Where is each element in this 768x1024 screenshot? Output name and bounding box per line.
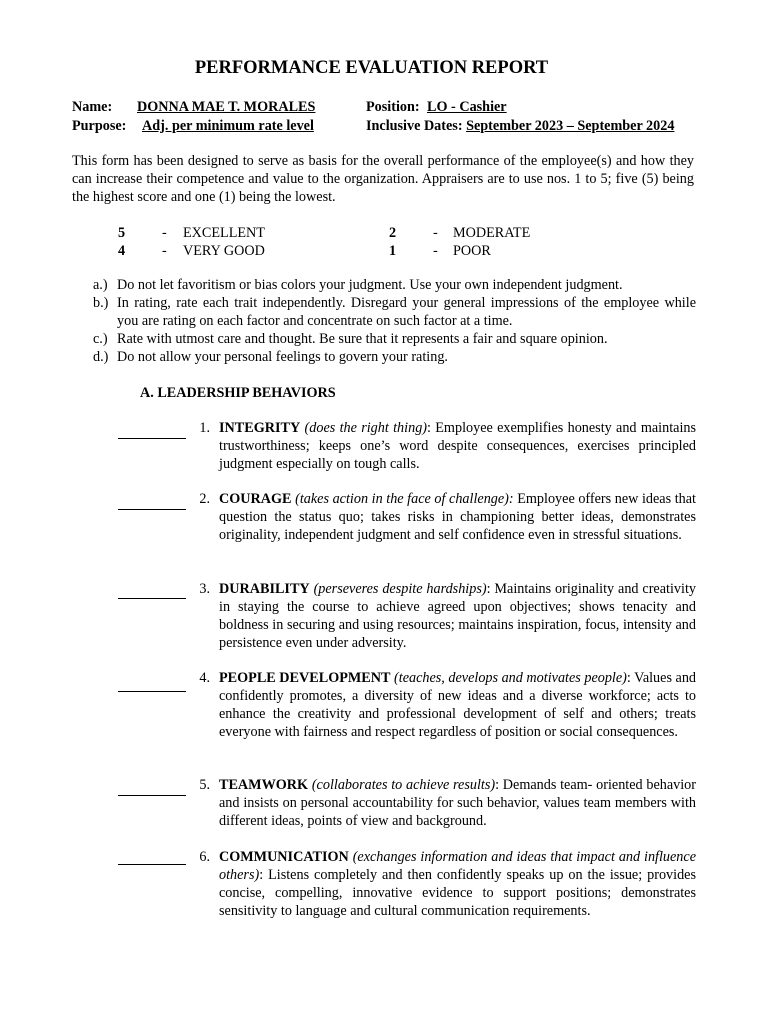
item-description: (does the right thing) [304,420,428,436]
scale-score: 4 [118,243,126,259]
item-body [219,669,696,741]
section-heading: A. LEADERSHIP BEHAVIORS [140,385,336,401]
item-name: INTEGRITY [219,420,301,436]
scale-dash: - [433,243,438,259]
report-title: PERFORMANCE EVALUATION REPORT [194,58,549,78]
guideline-label: b.) [93,295,109,311]
item-number: 3. [199,581,210,597]
guideline-label: c.) [93,331,108,347]
scale-label: VERY GOOD [183,243,265,259]
item-description: (exchanges information and ideas that impact and influence others) [219,849,696,883]
purpose-value: Adj. per minimum rate level [142,118,314,134]
position-value: LO - Cashier [427,99,507,115]
item-body [219,490,696,544]
score-blank[interactable] [118,419,186,439]
intro-paragraph: This form has been designed to serve as basis for the overall performance of the employee(s) and how they can increase their competence and value to the organization. Appraisers are to use nos. 1 to 5; five (5) being the highest score and one (1) being the lowest. [72,153,694,205]
item-text: : Demands team- oriented behavior and insists on personal accountability for such behavior, values team members with different ideas, points of view and background. [219,777,696,829]
guideline-item [72,294,696,330]
scale-score: 2 [389,225,397,241]
item-description: (teaches, develops and motivates people) [394,670,627,686]
scale-dash: - [162,225,167,241]
item-number: 4. [199,670,210,686]
score-blank[interactable] [118,490,186,510]
score-blank[interactable] [118,669,186,692]
item-body [219,848,696,920]
item-name: COURAGE [219,491,292,507]
score-blank[interactable] [118,776,186,796]
name-value: DONNA MAE T. MORALES [137,99,316,115]
guideline-text: In rating, rate each trait independently. Disregard your general impressions of the employee while you are rating on each factor and concentrate on such factor at a time. [117,295,696,329]
item-description: (perseveres despite hardships) [313,581,487,597]
item-text: : Employee exemplifies honesty and maintains trustworthiness; keeps one’s word despite consequences, exercises principled judgment especially on tough calls. [219,420,696,472]
guideline-item [72,348,696,366]
score-blank[interactable] [118,848,186,865]
position-label: Position: [366,99,420,115]
item-text: : Values and confidently promotes, a diversity of new ideas and a diverse workforce; acts to enhance the creativity and professional development of self and others; treats everyone with fairness and respect regardless of position or social consequences. [219,670,697,740]
item-text: : Listens completely and then confidently speaks up on the issue; provides concise, compelling, innovative evidence to support positions; demonstrates sensitivity to language and cultural communication requirements. [219,867,696,919]
guideline-label: a.) [93,277,108,293]
name-label: Name: [72,99,113,115]
scale-score: 1 [389,243,397,259]
guideline-text: Do not allow your personal feelings to govern your rating. [117,349,448,365]
scale-dash: - [162,243,167,259]
item-body [219,776,696,830]
guideline-item [72,330,696,348]
score-blank[interactable] [118,580,186,599]
item-name: PEOPLE DEVELOPMENT [219,670,391,686]
dates-colon: : [457,118,467,134]
guideline-label: d.) [93,349,109,365]
scale-label: POOR [453,243,491,259]
item-number: 1. [199,420,210,436]
rating-guidelines [72,276,696,366]
purpose-label: Purpose: [72,118,127,134]
item-text: Employee offers new ideas that question the status quo; takes risks in championing better ideas, demonstrates originality, independent judgment and self confidence even in stressful situations. [219,491,696,543]
item-name: COMMUNICATION [219,849,349,865]
item-number: 6. [199,849,210,865]
item-name: TEAMWORK [219,777,309,793]
scale-label: EXCELLENT [183,225,265,241]
item-description: (takes action in the face of challenge): [295,491,514,507]
guideline-item [72,276,696,294]
dates-value: September 2023 – September 2024 [466,118,675,134]
item-number: 2. [199,491,210,507]
dates-label: Inclusive Dates [366,118,458,134]
item-body [219,419,696,473]
guideline-text: Do not let favoritism or bias colors your judgment. Use your own independent judgment. [117,277,623,293]
item-name: DURABILITY [219,581,310,597]
scale-score: 5 [118,225,126,241]
guideline-text: Rate with utmost care and thought. Be sure that it represents a fair and square opinion. [117,331,608,347]
scale-dash: - [433,225,438,241]
scale-label: MODERATE [453,225,531,241]
item-number: 5. [199,777,210,793]
item-description: (collaborates to achieve results) [311,777,496,793]
dates-field [366,117,674,135]
item-body [219,580,696,652]
item-text: : Maintains originality and creativity in staying the course to achieve agreed upon objectives; shows tenacity and boldness in securing and using resources; maintains inspiration, focus, intensity and persistence even under adversity. [219,581,696,651]
